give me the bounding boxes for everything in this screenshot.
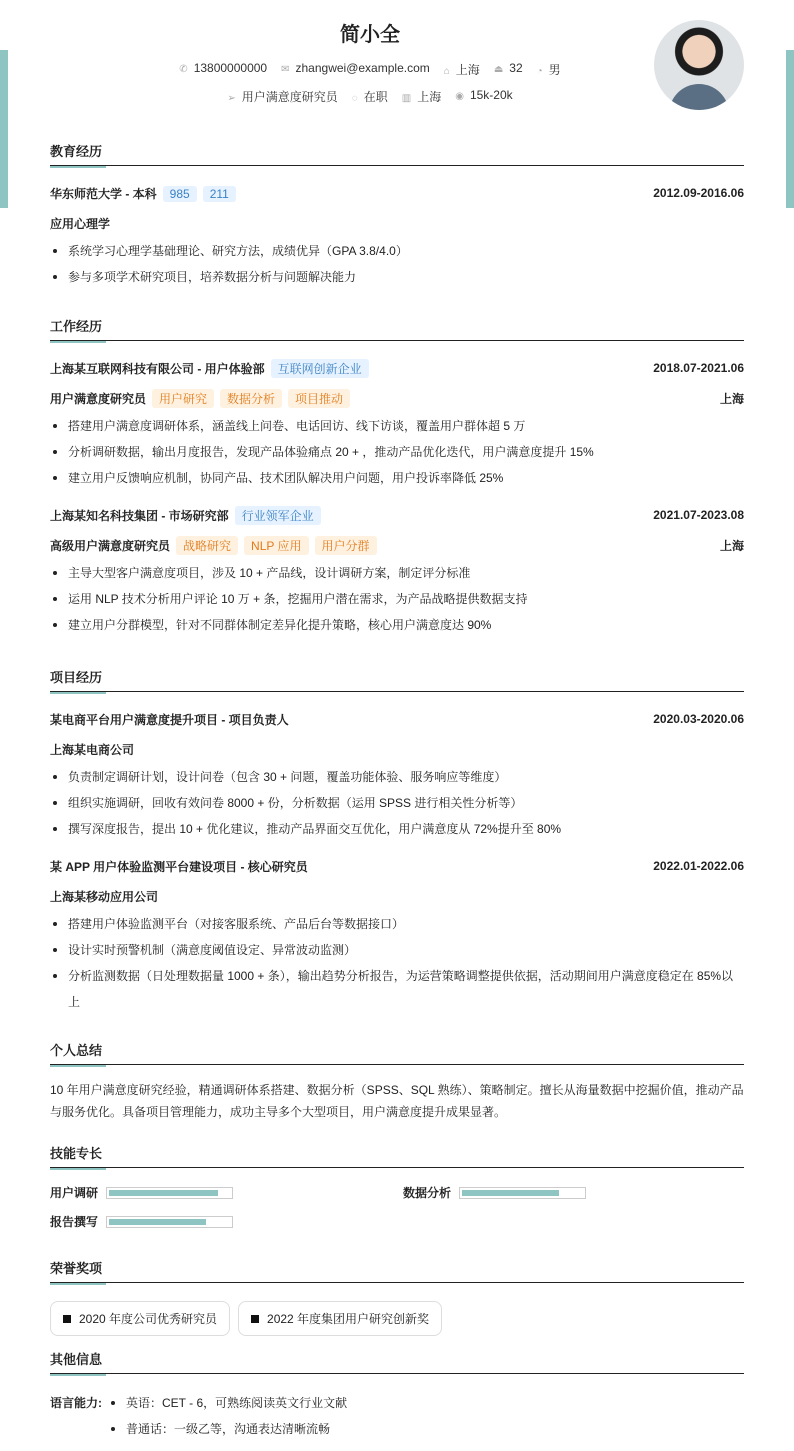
role: 高级用户满意度研究员	[50, 538, 171, 553]
section-title: 技能专长	[50, 1143, 744, 1168]
bullet: 组织实施调研，回收有效问卷 8000 + 份，分析数据（运用 SPSS 进行相关性分析等）	[50, 790, 744, 816]
tag: 项目推动	[288, 389, 350, 408]
org: 上海某电商公司	[50, 742, 135, 757]
mail-icon: ✉	[281, 64, 290, 75]
status: 在职	[363, 90, 388, 104]
org: 上海某移动应用公司	[50, 889, 159, 904]
gender: 男	[548, 63, 561, 77]
bullet: 系统学习心理学基础理论、研究方法，成绩优异（GPA 3.8/4.0）	[50, 238, 744, 264]
project-name: 某电商平台用户满意度提升项目 - 项目负责人	[50, 712, 289, 727]
contact-row	[0, 61, 740, 78]
school: 华东师范大学 - 本科	[50, 186, 157, 201]
project-item	[50, 851, 744, 1015]
date: 2018.07-2021.06	[653, 361, 744, 375]
age: 32	[509, 61, 523, 75]
awards-section	[50, 1258, 744, 1336]
bullet: 主导大型客户满意度项目，涉及 10 + 产品线，设计调研方案，制定评分标准	[50, 560, 744, 586]
phone: 13800000000	[193, 61, 268, 75]
tag: 985	[163, 186, 197, 202]
bullet: 参与多项学术研究项目，培养数据分析与问题解决能力	[50, 264, 744, 290]
bullet: 建立用户反馈响应机制，协同产品、技术团队解决用户问题，用户投诉率降低 25%	[50, 465, 744, 491]
skill-bar	[459, 1187, 586, 1199]
major: 应用心理学	[50, 216, 111, 231]
skill-bar-fill	[109, 1219, 206, 1225]
age-icon: ⏏	[493, 64, 504, 75]
square-bullet-icon	[63, 1315, 71, 1323]
award-name: 2022 年度集团用户研究创新奖	[267, 1312, 430, 1326]
award-item	[50, 1301, 230, 1336]
send-icon: ➢	[227, 93, 236, 104]
avatar	[654, 20, 744, 110]
square-bullet-icon	[251, 1315, 259, 1323]
tag: 211	[203, 186, 236, 202]
tag: 互联网创新企业	[271, 359, 369, 378]
date: 2020.03-2020.06	[653, 712, 744, 726]
projects-section	[50, 667, 744, 1015]
email: zhangwei@example.com	[295, 61, 430, 75]
skill-name: 数据分析	[403, 1186, 452, 1200]
skill-bar-fill	[462, 1190, 559, 1196]
section-title: 荣誉奖项	[50, 1258, 744, 1283]
position: 用户满意度研究员	[241, 90, 338, 104]
summary-text: 10 年用户满意度研究经验，精通调研体系搭建、数据分析（SPSS、SQL 熟练）、策略制定。擅长从海量数据中挖掘价值，推动产品与服务优化。具备项目管理能力，成功主导多个大型项目，用户满意度提升成果显著。	[50, 1083, 744, 1119]
home-icon: ⌂	[443, 66, 450, 77]
work-item	[50, 500, 744, 638]
bullet: 建立用户分群模型，针对不同群体制定差异化提升策略，核心用户满意度达 90%	[50, 612, 744, 638]
company: 上海某知名科技集团 - 市场研究部	[50, 508, 229, 523]
work-section	[50, 316, 744, 638]
summary-section	[50, 1040, 744, 1123]
tag: NLP 应用	[244, 536, 308, 555]
section-title: 项目经历	[50, 667, 744, 692]
award-name: 2020 年度公司优秀研究员	[79, 1312, 218, 1326]
candidate-name: 简小全	[340, 24, 400, 46]
role: 用户满意度研究员	[50, 391, 147, 406]
other-section	[50, 1349, 744, 1442]
job-row	[0, 88, 740, 105]
skills-section	[50, 1143, 744, 1230]
bullet: 负责制定调研计划，设计问卷（包含 30 + 问题，覆盖功能体验、服务响应等维度）	[50, 764, 744, 790]
skill-bar	[106, 1187, 233, 1199]
skill-name: 报告撰写	[50, 1215, 99, 1229]
bullet: 搭建用户满意度调研体系，涵盖线上问卷、电话回访、线下访谈，覆盖用户群体超 5 万	[50, 413, 744, 439]
tag: 用户分群	[315, 536, 377, 555]
project-item	[50, 704, 744, 842]
city: 上海	[719, 538, 744, 553]
tag: 行业领军企业	[235, 506, 321, 525]
skill-item	[403, 1184, 744, 1201]
work-item	[50, 353, 744, 491]
date: 2012.09-2016.06	[653, 186, 744, 200]
language-item: 普通话：一级乙等，沟通表达清晰流畅	[108, 1416, 347, 1442]
date: 2022.01-2022.06	[653, 859, 744, 873]
tag: 用户研究	[152, 389, 214, 408]
bullet: 搭建用户体验监测平台（对接客服系统、产品后台等数据接口）	[50, 911, 744, 937]
skill-name: 用户调研	[50, 1186, 99, 1200]
skill-item	[50, 1213, 403, 1230]
company: 上海某互联网科技有限公司 - 用户体验部	[50, 361, 265, 376]
section-title: 工作经历	[50, 316, 744, 341]
tag: 数据分析	[220, 389, 282, 408]
tag: 战略研究	[176, 536, 238, 555]
language-label: 语言能力:	[50, 1396, 102, 1410]
phone-icon: ✆	[179, 64, 188, 75]
bullet: 撰写深度报告，提出 10 + 优化建议，推动产品界面交互优化，用户满意度从 72%提升至 80%	[50, 816, 744, 842]
language-item: 英语：CET - 6，可熟练阅读英文行业文献	[108, 1390, 347, 1416]
salary: 15k-20k	[469, 88, 513, 102]
city: 上海	[719, 391, 744, 406]
status-icon: ◌	[351, 93, 358, 104]
education-section	[50, 141, 744, 290]
award-item	[238, 1301, 442, 1336]
date: 2021.07-2023.08	[653, 508, 744, 522]
gender-icon: ◔	[536, 66, 543, 77]
skill-item	[50, 1184, 403, 1201]
work-city: 上海	[417, 90, 442, 104]
skill-bar	[106, 1216, 233, 1228]
bullet: 运用 NLP 技术分析用户评论 10 万 + 条，挖掘用户潜在需求，为产品战略提供数据支持	[50, 586, 744, 612]
section-title: 教育经历	[50, 141, 744, 166]
salary-icon: ◉	[455, 91, 464, 102]
section-title: 个人总结	[50, 1040, 744, 1065]
project-name: 某 APP 用户体验监测平台建设项目 - 核心研究员	[50, 859, 308, 874]
skill-bar-fill	[109, 1190, 218, 1196]
bullet: 分析监测数据（日处理数据量 1000 + 条），输出趋势分析报告，为运营策略调整提供依据，活动期间用户满意度稳定在 85%以上	[50, 963, 744, 1015]
building-icon: ▥	[401, 93, 412, 104]
bullet: 分析调研数据，输出月度报告，发现产品体验痛点 20 + ，推动产品优化迭代，用户满意度提升 15%	[50, 439, 744, 465]
city: 上海	[455, 63, 480, 77]
right-accent-bar	[786, 50, 794, 208]
section-title: 其他信息	[50, 1349, 744, 1374]
bullet: 设计实时预警机制（满意度阈值设定、异常波动监测）	[50, 937, 744, 963]
